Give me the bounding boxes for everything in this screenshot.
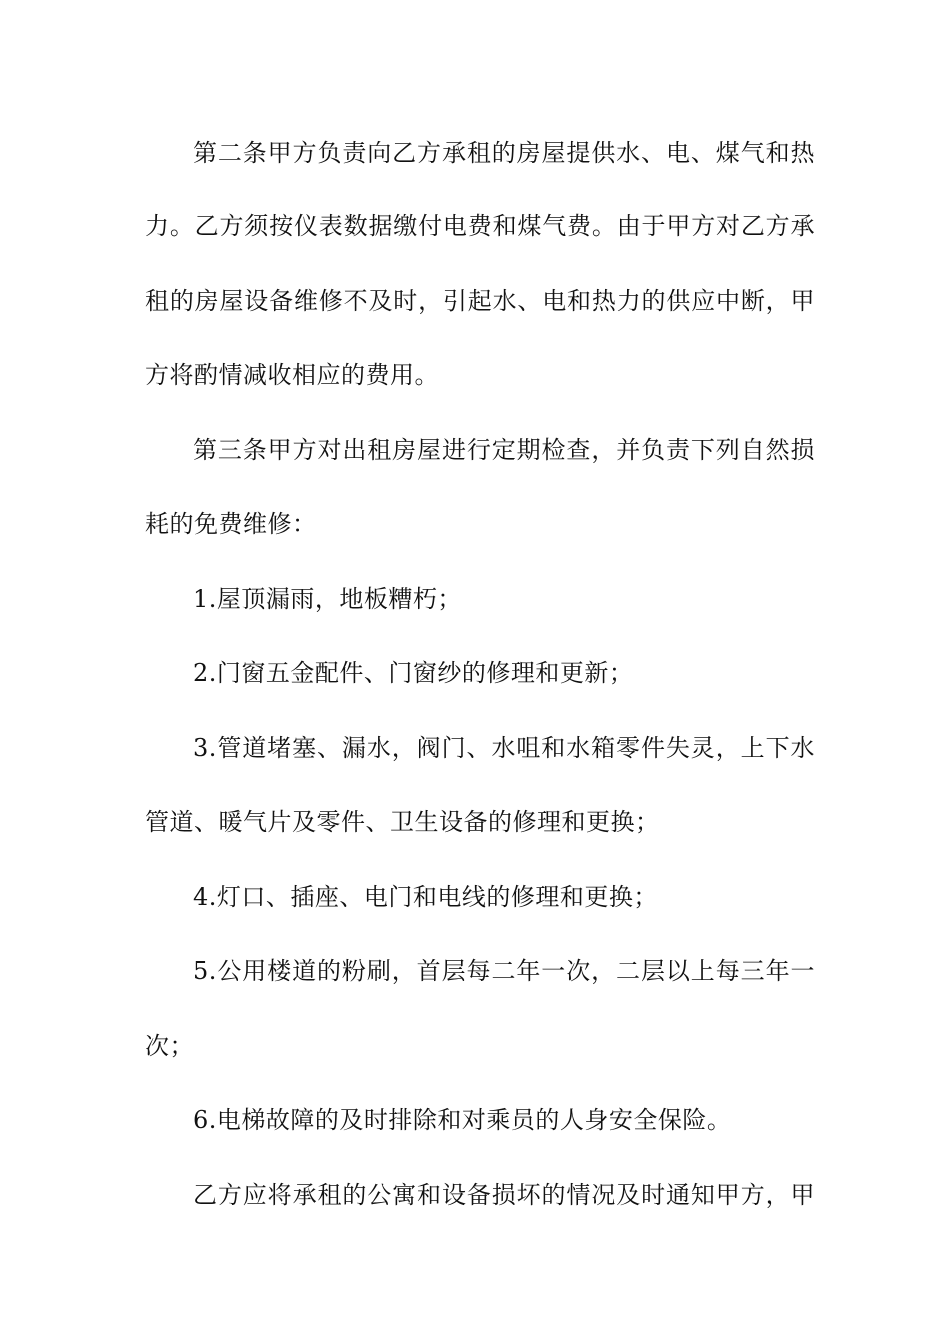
text-line: 第二条甲方负责向乙方承租的房屋提供水、电、煤气和热 <box>193 139 815 167</box>
text-line: 次； <box>145 1032 194 1060</box>
text-line: 管道、暖气片及零件、卫生设备的修理和更换； <box>145 808 660 836</box>
list-item: 6.电梯故障的及时排除和对乘员的人身安全保险。 <box>193 1106 732 1134</box>
text-line: 耗的免费维修： <box>145 510 317 538</box>
text-line: 力。乙方须按仪表数据缴付电费和煤气费。由于甲方对乙方承 <box>145 212 815 240</box>
text-line: 乙方应将承租的公寓和设备损坏的情况及时通知甲方，甲 <box>193 1181 815 1209</box>
list-item: 4.灯口、插座、电门和电线的修理和更换； <box>193 883 658 911</box>
list-item: 2.门窗五金配件、门窗纱的修理和更新； <box>193 659 634 687</box>
list-item: 5.公用楼道的粉刷，首层每二年一次，二层以上每三年一 <box>193 957 815 985</box>
text-line: 第三条甲方对出租房屋进行定期检查，并负责下列自然损 <box>193 436 815 464</box>
list-item: 3.管道堵塞、漏水，阀门、水咀和水箱零件失灵，上下水 <box>193 734 815 762</box>
text-line: 租的房屋设备维修不及时，引起水、电和热力的供应中断，甲 <box>145 287 815 315</box>
text-line: 方将酌情减收相应的费用。 <box>145 361 439 389</box>
list-item: 1.屋顶漏雨，地板糟朽； <box>193 585 462 613</box>
